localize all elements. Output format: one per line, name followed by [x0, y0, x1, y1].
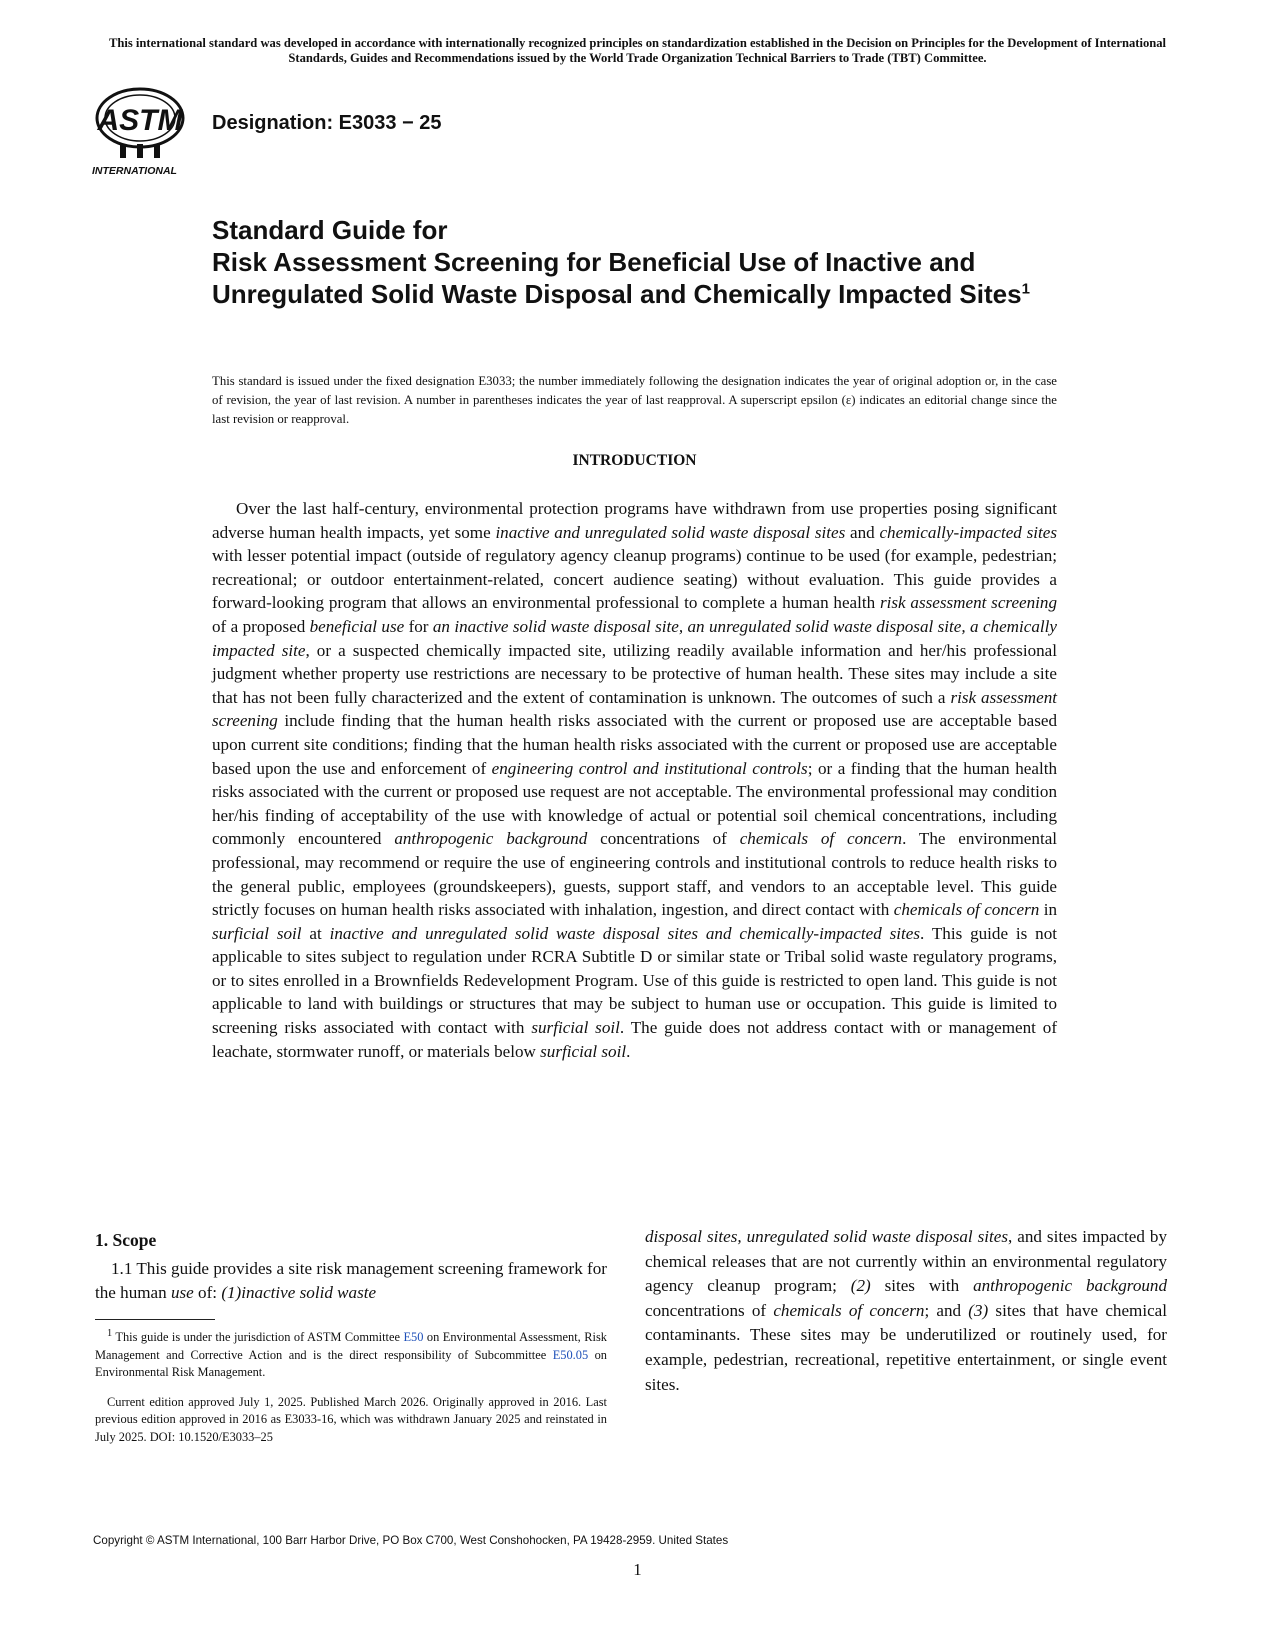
footnote-mark: 1 — [107, 1328, 113, 1339]
scope-paragraph-left: 1.1 This guide provides a site risk management screening framework for the human use of: (1)inactive solid waste — [95, 1259, 607, 1302]
introduction-heading: INTRODUCTION — [572, 452, 697, 469]
issuance-note: This standard is issued under the fixed designation E3033; the number immediately following the designation indicates the year of original adoption or, in the case of revision, the year of last revision. A number in parentheses indicates the year of last reapproval. A superscript epsilon (ε) indicates an editorial change since the last revision or reapproval. — [212, 374, 1057, 426]
page-number: 1 — [633, 1560, 642, 1579]
title-line1: Standard Guide for — [212, 215, 448, 245]
scope-paragraph-right: disposal sites, unregulated solid waste disposal sites, and sites impacted by chemical releases that are not currently within an environmental regulatory agency cleanup program; (2) sites with anthropogenic background concentrations of chemicals of concern; and (3) sites that have chemical contaminants. These sites may be underutilized or routinely used, for example, pedestrian, recreational, repetitive entertainment, or single event sites. — [645, 1227, 1168, 1394]
logo-text: ASTM — [97, 104, 183, 137]
wto-notice: This international standard was developed in accordance with internationally recognized principles on standardization established in the Decision on Principles for the Development of International Standards, Guides and Recommendations issued by the World Trade Organization Technical Barriers to Trade (TBT) Committee. — [108, 36, 1167, 65]
copyright-notice: Copyright © ASTM International, 100 Barr Harbor Drive, PO Box C700, West Conshohocken, PA 19428-2959. United States — [93, 1534, 729, 1547]
introduction-text: Over the last half-century, environmental protection programs have withdrawn from use properties posing significant adverse human health impacts, yet some inactive and unregulated solid waste disposal sites and chemically-impacted sites with lesser potential impact (outside of regulatory agency cleanup programs) continue to be used (for example, pedestrian; recreational; or outdoor entertainment-related, concert audience seating) without evaluation. This guide provides a forward-looking program that allows an environmental professional to complete a human health risk assessment screening of a proposed beneficial use for an inactive solid waste disposal site, an unregulated solid waste disposal site, a chemically impacted site, or a suspected chemically impacted site, utilizing readily available information and her/his professional judgment whether property use restrictions are necessary to be protective of human health. These sites may include a site that has not been fully characterized and the extent of contamination is unknown. The outcomes of such a risk assessment screening include finding that the human health risks associated with the current or proposed use are acceptable based upon current site conditions; finding that the human health risks associated with the current or proposed use are acceptable based upon the use and enforcement of engineering control and institutional controls; or a finding that the human health risks associated with the current or proposed use request are not acceptable. The environmental professional may condition her/his finding of acceptability of the use with knowledge of actual or potential soil chemical concentrations, including commonly encountered anthropogenic background concentrations of chemicals of concern. The environmental professional, may recommend or require the use of engineering controls and institutional controls to reduce health risks to the general public, employees (groundskeepers), guests, support staff, and vendors to an acceptable level. This guide strictly focuses on human health risks associated with inhalation, ingestion, and direct contact with chemicals of concern in surficial soil at inactive and unregulated solid waste disposal sites and chemically-impacted sites. This guide is not applicable to sites subject to regulation under RCRA Subtitle D or similar state or Tribal solid waste regulatory programs, or to sites enrolled in a Brownfields Redevelopment Program. Use of this guide is restricted to open land. This guide is not applicable to land with buildings or structures that may be subject to human use or occupation. This guide is limited to screening risks associated with contact with surficial soil. The guide does not address contact with or management of leachate, stormwater runoff, or materials below surficial soil. — [212, 499, 1058, 1061]
designation: Designation: E3033 − 25 — [212, 112, 442, 134]
footnote-edition: Current edition approved July 1, 2025. Published March 2026. Originally approved in 2016. Last previous edition approved in 2016 as E3033-16, which was withdrawn January 2025 and reinstated in July 2025. DOI: 10.1520/E3033–25 — [95, 1395, 607, 1444]
subcommittee-link[interactable]: E50.05 — [552, 1347, 589, 1362]
logo-caption: INTERNATIONAL — [92, 165, 177, 176]
document-title — [212, 214, 1092, 310]
astm-logo-icon — [90, 86, 198, 176]
footnote-1: $^1$ This guide is under the jurisdiction of ASTM Committee E50 on Environmental Assessment, Risk Management and Corrective Action and is the direct responsibility of Subcommittee E50.05 on Environmental Risk Management. — [95, 1328, 607, 1379]
title-main: Risk Assessment Screening for Beneficial Use of Inactive and Unregulated Solid Waste Disposal and Chemically Impacted Sites — [212, 247, 1022, 309]
committee-link[interactable]: E50 — [403, 1330, 424, 1345]
footnote-divider — [95, 1319, 215, 1320]
scope-heading: 1. Scope — [95, 1230, 157, 1250]
astm-logo — [90, 86, 198, 176]
title-footnote-mark: 1 — [1021, 280, 1030, 298]
